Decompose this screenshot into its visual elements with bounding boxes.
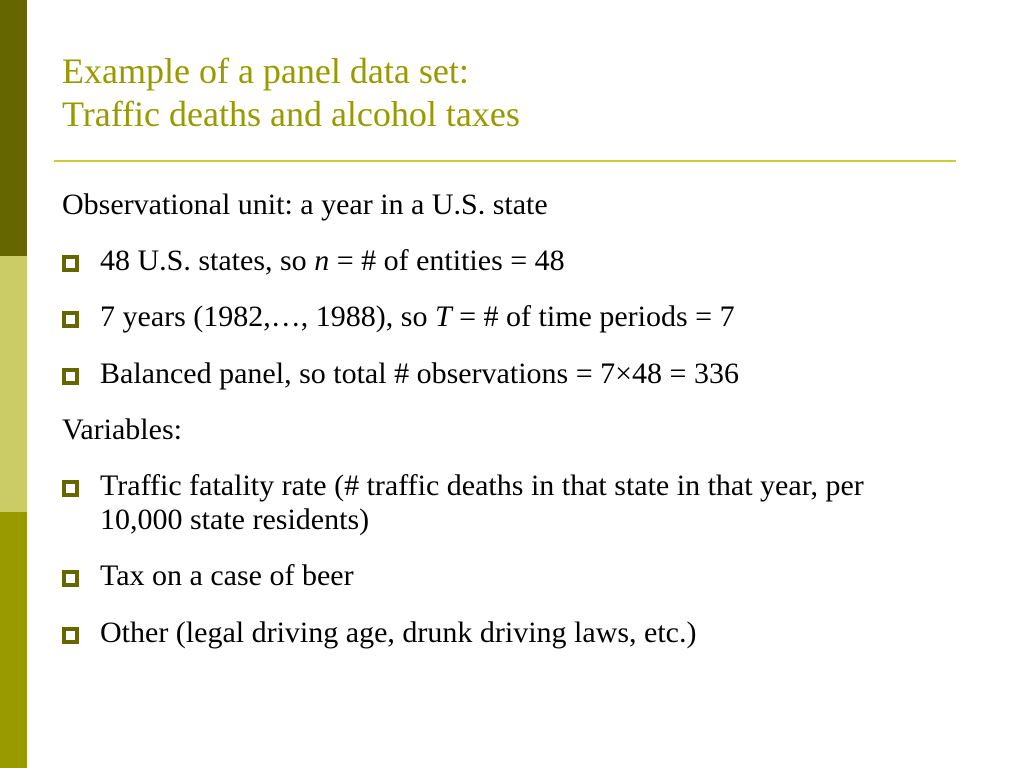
square-bullet-icon [62, 480, 79, 497]
square-bullet-icon [62, 255, 79, 272]
square-bullet-icon [62, 368, 79, 385]
bullet-beer-tax [62, 559, 952, 593]
bullet-entities-post: = # of entities = 48 [329, 244, 565, 278]
sidebar-segment-top [0, 0, 27, 256]
bullet-time-periods-post: = # of time periods = 7 [451, 300, 735, 334]
sidebar-segment-middle [0, 256, 27, 512]
title-line-2: Traffic deaths and alcohol taxes [62, 94, 520, 135]
bullet-other [62, 616, 952, 650]
bullet-balanced-panel-text: Balanced panel, so total # observations = 7×48 = 336 [100, 356, 739, 390]
bullet-time-periods-var: T [434, 300, 452, 334]
bullet-balanced-panel [62, 357, 952, 391]
slide-title [62, 50, 520, 136]
bullet-beer-tax-text: Tax on a case of beer [100, 559, 354, 593]
bullet-time-periods [62, 300, 952, 334]
title-divider [54, 160, 956, 162]
observational-unit-text: Observational unit: a year in a U.S. state [62, 188, 548, 221]
slide-body [62, 188, 952, 672]
title-line-1: Example of a panel data set: [62, 51, 469, 91]
square-bullet-icon [62, 311, 79, 328]
bullet-entities [62, 244, 952, 278]
bullet-entities-var: n [314, 244, 330, 278]
bullet-other-text: Other (legal driving age, drunk driving laws, etc.) [100, 615, 697, 649]
bullet-fatality-rate [62, 469, 952, 537]
square-bullet-icon [62, 627, 79, 644]
bullet-time-periods-pre: 7 years (1982,…, 1988), so [100, 300, 435, 334]
square-bullet-icon [62, 570, 79, 587]
bullet-entities-pre: 48 U.S. states, so [100, 244, 315, 278]
sidebar-segment-bottom [0, 512, 27, 768]
variables-label: Variables: [62, 412, 182, 446]
bullet-fatality-rate-text: Traffic fatality rate (# traffic deaths in that state in that year, per 10,000 state residents) [100, 468, 864, 537]
